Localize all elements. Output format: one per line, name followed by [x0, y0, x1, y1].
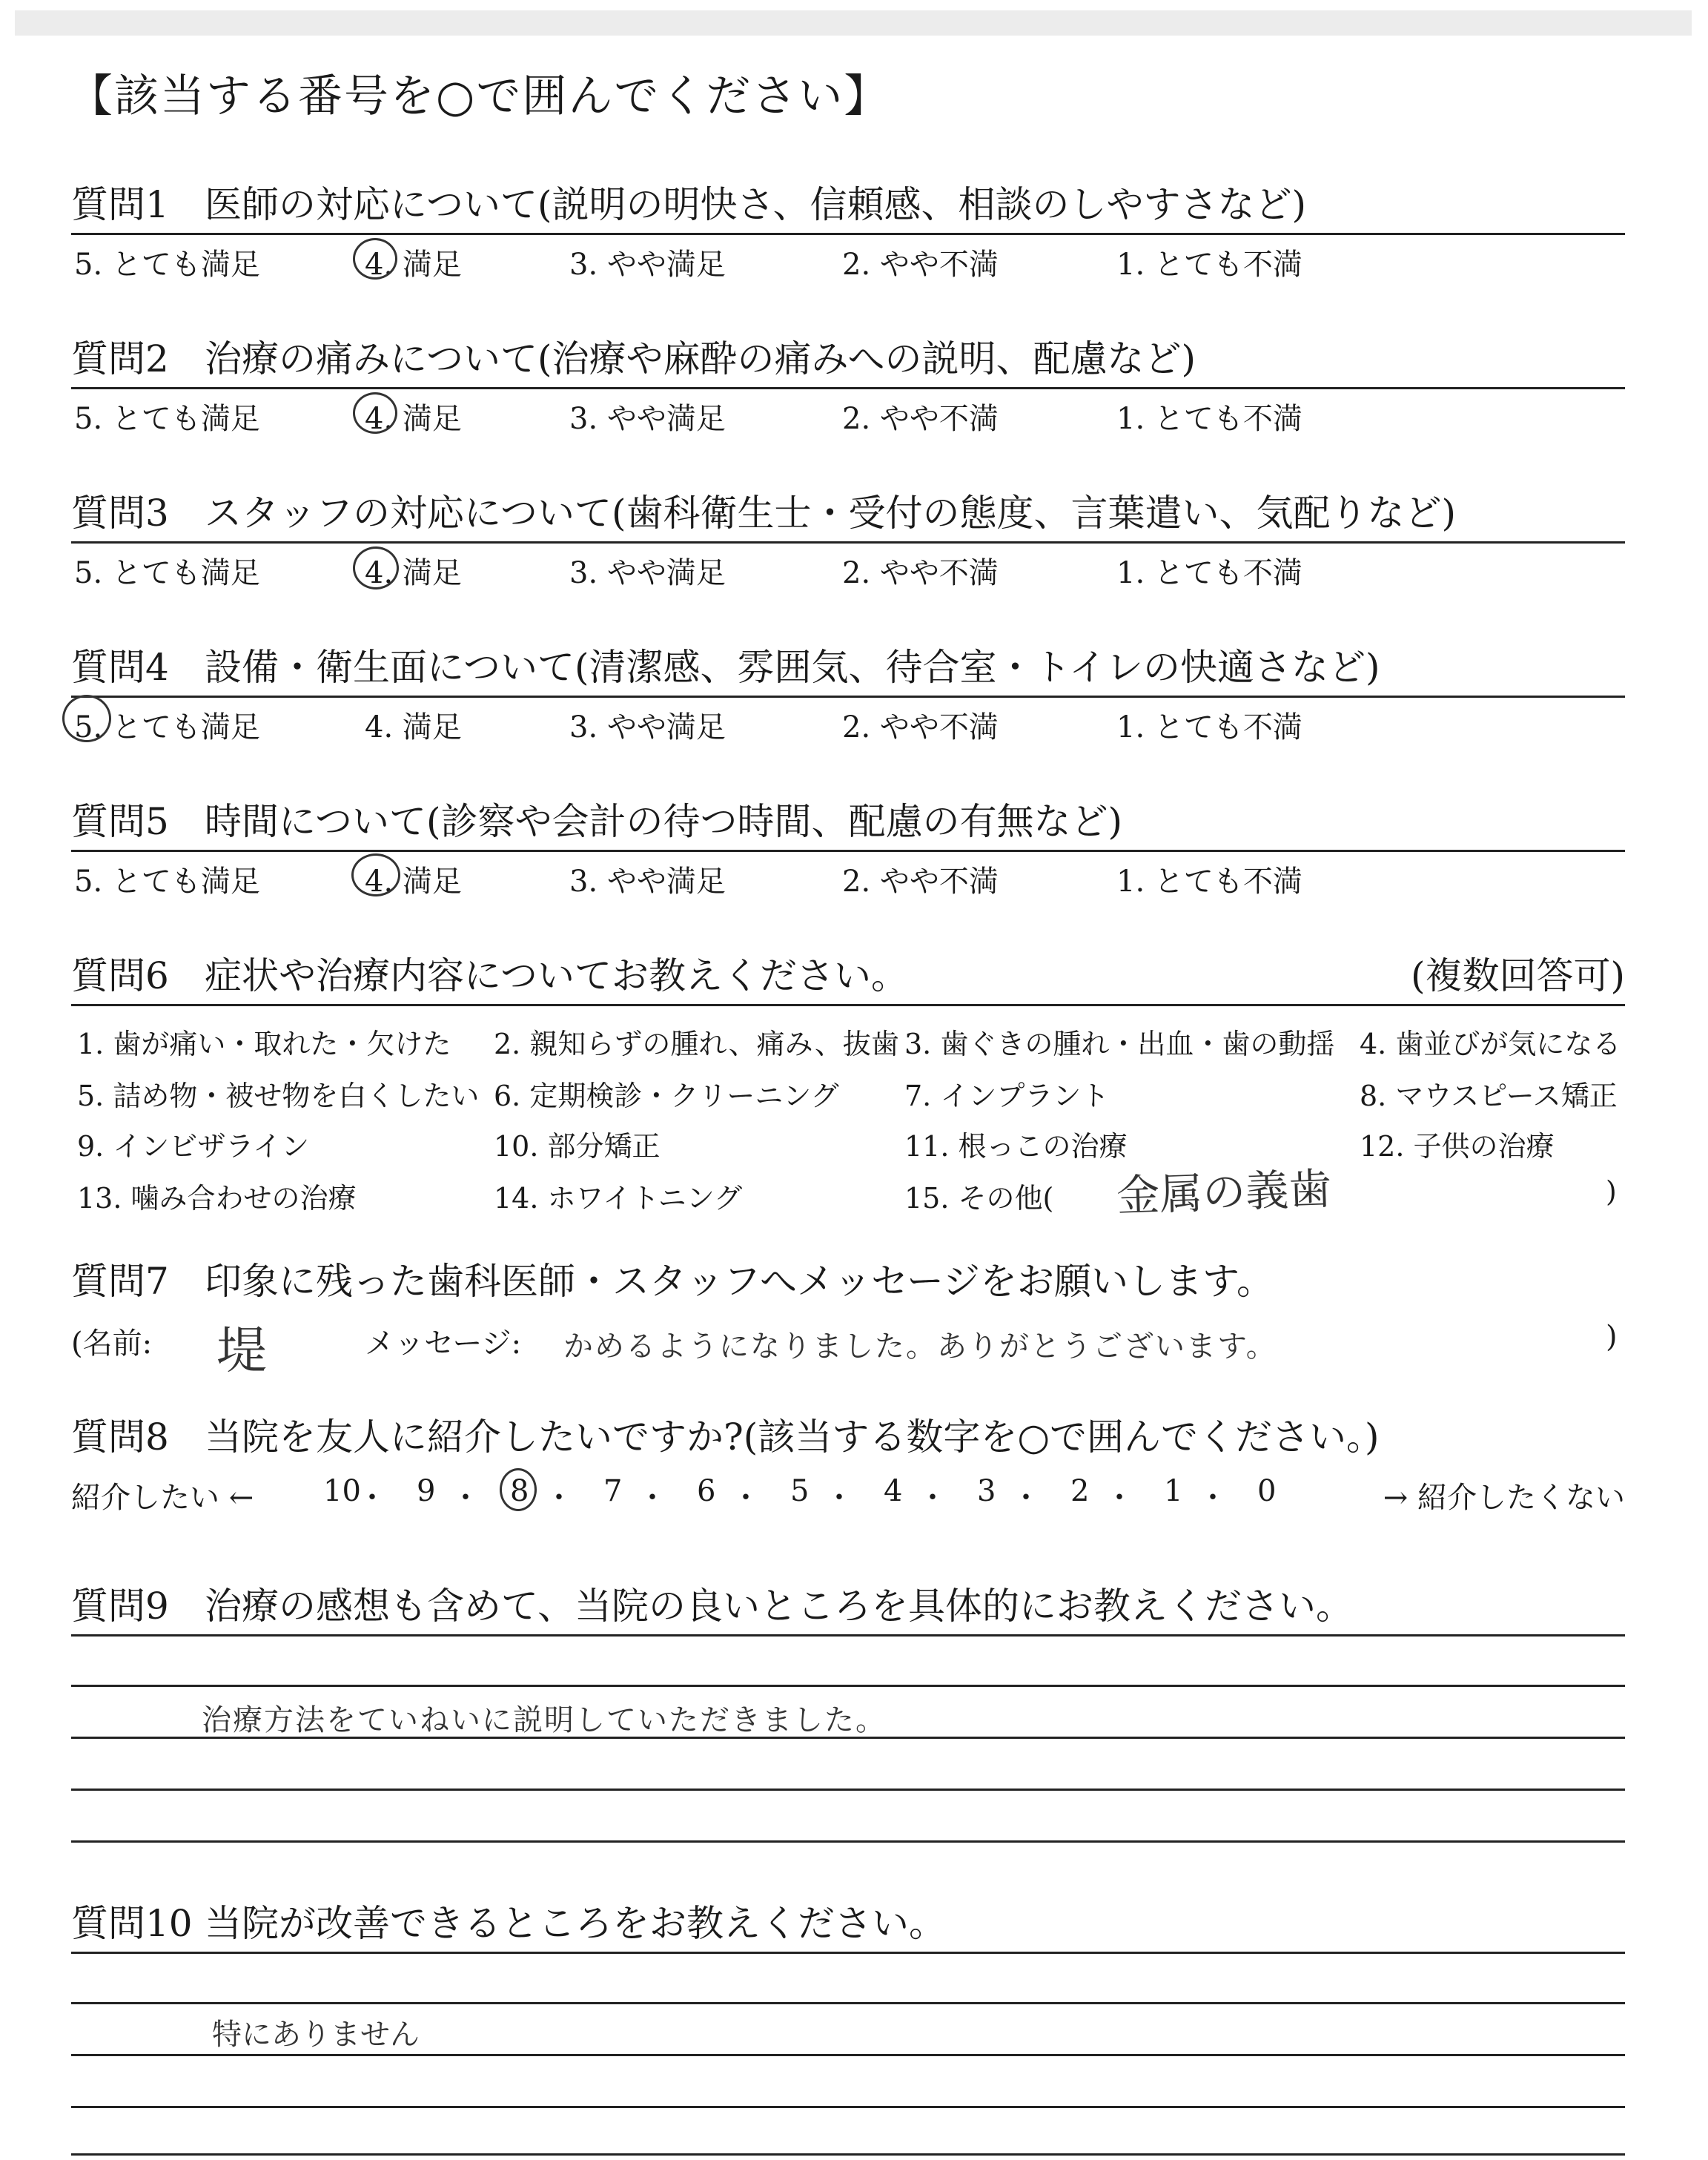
selection-circle — [353, 546, 399, 589]
treatment-item-other[interactable]: 15. その他( — [904, 1182, 1054, 1215]
scale-value-7[interactable]: 7 — [603, 1474, 623, 1508]
treatment-item[interactable]: 12. 子供の治療 — [1360, 1130, 1555, 1163]
option-3[interactable]: 3. やや満足 — [569, 865, 726, 899]
selection-circle — [62, 695, 111, 742]
question-text: 設備・衛生面について(清潔感、雰囲気、待合室・トイレの快適さなど) — [205, 646, 1380, 689]
treatment-item[interactable]: 13. 噛み合わせの治療 — [77, 1182, 357, 1215]
selection-circle — [353, 238, 397, 280]
question-number: 質問4 — [71, 646, 169, 689]
writing-line — [71, 1952, 1625, 1954]
message-label: メッセージ: — [365, 1327, 522, 1361]
scale-value-10[interactable]: 10 — [323, 1474, 361, 1508]
scale-value-5[interactable]: 5 — [790, 1474, 810, 1508]
question-number: 質問7 — [71, 1260, 169, 1303]
message-row — [71, 1309, 1625, 1381]
option-4[interactable]: 4. 満足 — [365, 865, 462, 899]
treatment-item[interactable]: 6. 定期検診・クリーニング — [494, 1080, 839, 1112]
writing-line — [71, 2106, 1625, 2108]
question-number: 質問2 — [71, 337, 169, 380]
question-number: 質問8 — [71, 1416, 169, 1459]
writing-line — [71, 1634, 1625, 1636]
other-answer-handwriting: 金属の義歯 — [1116, 1163, 1333, 1222]
treatment-item[interactable]: 14. ホワイトニング — [494, 1182, 743, 1215]
writing-line — [71, 2153, 1625, 2156]
question-number: 質問3 — [71, 492, 169, 535]
treatment-item[interactable]: 5. 詰め物・被せ物を白くしたい — [77, 1080, 480, 1112]
question-9 — [71, 1578, 1625, 1946]
writing-line — [71, 1685, 1625, 1687]
answer-area[interactable] — [71, 1952, 1625, 2159]
selection-circle — [353, 392, 397, 434]
rating-options — [71, 544, 1625, 590]
scale-right-label: → 紹介したくない — [1383, 1481, 1625, 1515]
question-7 — [71, 1253, 1625, 1381]
option-2[interactable]: 2. やや不満 — [842, 402, 999, 436]
scan-top-band — [15, 10, 1692, 36]
question-number: 質問10 — [71, 1902, 193, 1945]
option-2[interactable]: 2. やや不満 — [842, 710, 999, 744]
question-3 — [71, 485, 1625, 590]
question-text: 治療の感想も含めて、当院の良いところを具体的にお教えください。 — [205, 1585, 1353, 1628]
other-close-paren: ) — [1606, 1175, 1617, 1208]
scale-separator: ・ — [638, 1481, 667, 1515]
question-5 — [71, 793, 1625, 899]
treatment-item[interactable]: 8. マウスピース矯正 — [1360, 1080, 1618, 1112]
scale-separator: ・ — [544, 1481, 574, 1515]
option-5[interactable]: 5. とても満足 — [74, 402, 260, 436]
multiple-answer-note: (複数回答可) — [1410, 954, 1625, 997]
question-number: 質問9 — [71, 1585, 169, 1628]
scale-value-4[interactable]: 4 — [884, 1474, 903, 1508]
question-number: 質問1 — [71, 183, 169, 226]
option-3[interactable]: 3. やや満足 — [569, 556, 726, 590]
scale-separator: ・ — [451, 1481, 480, 1515]
scale-value-8[interactable]: 8 — [510, 1474, 529, 1508]
name-value[interactable]: 堤 — [216, 1322, 268, 1381]
question-number: 質問6 — [71, 954, 169, 997]
option-2[interactable]: 2. やや不満 — [842, 248, 999, 282]
scale-value-2[interactable]: 2 — [1070, 1474, 1090, 1508]
treatment-item[interactable]: 9. インビザライン — [77, 1130, 310, 1163]
rating-options — [71, 698, 1625, 744]
treatment-item[interactable]: 1. 歯が痛い・取れた・欠けた — [77, 1028, 451, 1060]
scale-separator: ・ — [1105, 1481, 1134, 1515]
message-close-paren: ) — [1606, 1320, 1618, 1354]
page-title: 【該当する番号を○で囲んでください】 — [68, 70, 890, 122]
scale-separator: ・ — [731, 1481, 761, 1515]
treatment-item[interactable]: 11. 根っこの治療 — [904, 1130, 1128, 1163]
question-text: 印象に残った歯科医師・スタッフへメッセージをお願いします。 — [205, 1260, 1274, 1303]
question-6 — [71, 948, 1625, 1229]
scale-left-label: 紹介したい ← — [71, 1481, 254, 1515]
treatment-item[interactable]: 2. 親知らずの腫れ、痛み、抜歯 — [494, 1028, 899, 1060]
question-text: スタッフの対応について(歯科衛生士・受付の態度、言葉遣い、気配りなど) — [205, 492, 1457, 535]
referral-scale — [71, 1465, 1625, 1517]
question-number: 質問5 — [71, 800, 169, 843]
message-value[interactable]: かめるようになりました。ありがとうございます。 — [563, 1330, 1277, 1364]
option-3[interactable]: 3. やや満足 — [569, 710, 726, 744]
option-5[interactable]: 5. とても満足 — [74, 710, 260, 744]
option-1[interactable]: 1. とても不満 — [1116, 402, 1302, 436]
question-8 — [71, 1409, 1625, 1517]
scale-value-0[interactable]: 0 — [1257, 1474, 1277, 1508]
question-text: 当院が改善できるところをお教えください。 — [205, 1902, 946, 1945]
option-2[interactable]: 2. やや不満 — [842, 865, 999, 899]
treatment-checklist — [71, 1006, 1625, 1229]
scale-value-1[interactable]: 1 — [1164, 1474, 1183, 1508]
option-2[interactable]: 2. やや不満 — [842, 556, 999, 590]
option-5[interactable]: 5. とても満足 — [74, 556, 260, 590]
selection-circle — [500, 1468, 537, 1511]
question-text: 治療の痛みについて(治療や麻酔の痛みへの説明、配慮など) — [205, 337, 1196, 380]
scale-separator: ・ — [357, 1481, 387, 1515]
option-3[interactable]: 3. やや満足 — [569, 402, 726, 436]
answer-handwriting: 特にありません — [212, 2018, 420, 2052]
rating-options — [71, 852, 1625, 899]
name-label: (名前: — [71, 1327, 153, 1361]
treatment-item[interactable]: 10. 部分矯正 — [494, 1130, 661, 1163]
scale-value-9[interactable]: 9 — [417, 1474, 436, 1508]
question-1 — [71, 176, 1625, 282]
option-1[interactable]: 1. とても不満 — [1116, 556, 1302, 590]
scale-separator: ・ — [1198, 1481, 1228, 1515]
option-1[interactable]: 1. とても不満 — [1116, 248, 1302, 282]
question-text: 時間について(診察や会計の待つ時間、配慮の有無など) — [205, 800, 1123, 843]
option-4[interactable]: 4. 満足 — [365, 402, 462, 436]
rating-options — [71, 235, 1625, 282]
option-4[interactable]: 4. 満足 — [365, 248, 462, 282]
option-1[interactable]: 1. とても不満 — [1116, 710, 1302, 744]
option-1[interactable]: 1. とても不満 — [1116, 865, 1302, 899]
option-5[interactable]: 5. とても満足 — [74, 248, 260, 282]
question-text: 医師の対応について(説明の明快さ、信頼感、相談のしやすさなど) — [205, 183, 1307, 226]
question-text: 当院を友人に紹介したいですか?(該当する数字を○で囲んでください。) — [205, 1416, 1380, 1459]
writing-line — [71, 1789, 1625, 1791]
option-4[interactable]: 4. 満足 — [365, 556, 462, 590]
option-5[interactable]: 5. とても満足 — [74, 865, 260, 899]
treatment-item[interactable]: 7. インプラント — [904, 1080, 1110, 1112]
question-4 — [71, 639, 1625, 744]
scale-separator: ・ — [918, 1481, 947, 1515]
question-2 — [71, 331, 1625, 436]
selection-circle — [351, 853, 400, 896]
question-10 — [71, 1895, 1625, 2159]
scale-separator: ・ — [1011, 1481, 1041, 1515]
rating-options — [71, 389, 1625, 436]
writing-line — [71, 2002, 1625, 2004]
option-4[interactable]: 4. 満足 — [365, 710, 462, 744]
option-3[interactable]: 3. やや満足 — [569, 248, 726, 282]
treatment-item[interactable]: 3. 歯ぐきの腫れ・出血・歯の動揺 — [904, 1028, 1335, 1060]
treatment-item[interactable]: 4. 歯並びが気になる — [1360, 1028, 1621, 1060]
answer-handwriting: 治療方法をていねいに説明していただきました。 — [202, 1703, 887, 1737]
scale-separator: ・ — [824, 1481, 854, 1515]
writing-line — [71, 1840, 1625, 1843]
scale-value-3[interactable]: 3 — [977, 1474, 996, 1508]
writing-line — [71, 2054, 1625, 2056]
question-text: 症状や治療内容についてお教えください。 — [205, 954, 908, 997]
scale-value-6[interactable]: 6 — [697, 1474, 716, 1508]
